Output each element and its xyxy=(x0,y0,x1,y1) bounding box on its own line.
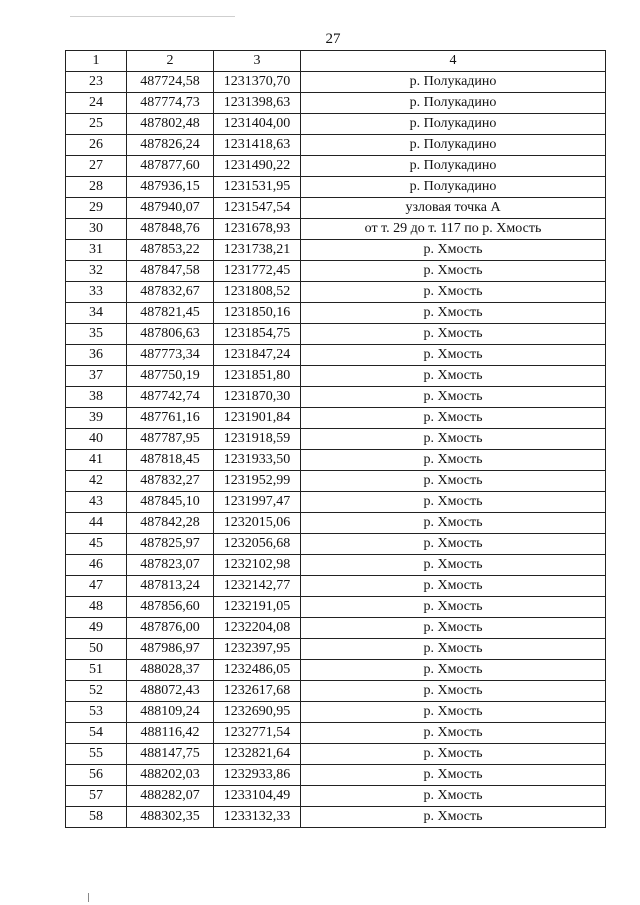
coordinates-table xyxy=(65,50,606,828)
y-coordinate-cell: 1231398,63 xyxy=(214,93,301,114)
x-coordinate-cell: 488147,75 xyxy=(127,744,214,765)
table-row xyxy=(66,723,606,744)
point-number-cell: 32 xyxy=(66,261,127,282)
x-coordinate-cell: 487724,58 xyxy=(127,72,214,93)
table-header-row xyxy=(66,51,606,72)
point-number-cell: 25 xyxy=(66,114,127,135)
y-coordinate-cell: 1232486,05 xyxy=(214,660,301,681)
y-coordinate-cell: 1231678,93 xyxy=(214,219,301,240)
table-row xyxy=(66,135,606,156)
point-number-cell: 29 xyxy=(66,198,127,219)
point-number-cell: 57 xyxy=(66,786,127,807)
description-cell: р. Хмость xyxy=(301,555,606,576)
point-number-cell: 44 xyxy=(66,513,127,534)
point-number-cell: 38 xyxy=(66,387,127,408)
description-cell: р. Хмость xyxy=(301,366,606,387)
x-coordinate-cell: 487877,60 xyxy=(127,156,214,177)
table-row xyxy=(66,345,606,366)
scan-artifact-tick xyxy=(88,893,89,902)
point-number-cell: 34 xyxy=(66,303,127,324)
x-coordinate-cell: 487826,24 xyxy=(127,135,214,156)
y-coordinate-cell: 1232191,05 xyxy=(214,597,301,618)
description-cell: р. Хмость xyxy=(301,282,606,303)
description-cell: р. Полукадино xyxy=(301,72,606,93)
y-coordinate-cell: 1231738,21 xyxy=(214,240,301,261)
table-row xyxy=(66,702,606,723)
description-cell: р. Хмость xyxy=(301,723,606,744)
description-cell: р. Хмость xyxy=(301,576,606,597)
point-number-cell: 47 xyxy=(66,576,127,597)
x-coordinate-cell: 487806,63 xyxy=(127,324,214,345)
description-cell: р. Хмость xyxy=(301,324,606,345)
point-number-cell: 26 xyxy=(66,135,127,156)
table-row xyxy=(66,177,606,198)
table-row xyxy=(66,366,606,387)
x-coordinate-cell: 487813,24 xyxy=(127,576,214,597)
table-row xyxy=(66,408,606,429)
description-cell: р. Хмость xyxy=(301,345,606,366)
description-cell: р. Хмость xyxy=(301,429,606,450)
y-coordinate-cell: 1231870,30 xyxy=(214,387,301,408)
table-row xyxy=(66,639,606,660)
table-row xyxy=(66,261,606,282)
x-coordinate-cell: 487847,58 xyxy=(127,261,214,282)
point-number-cell: 41 xyxy=(66,450,127,471)
description-cell: р. Хмость xyxy=(301,681,606,702)
y-coordinate-cell: 1231808,52 xyxy=(214,282,301,303)
table-row xyxy=(66,660,606,681)
table-row xyxy=(66,156,606,177)
table-row xyxy=(66,198,606,219)
description-cell: р. Полукадино xyxy=(301,93,606,114)
x-coordinate-cell: 487936,15 xyxy=(127,177,214,198)
table-row xyxy=(66,450,606,471)
point-number-cell: 55 xyxy=(66,744,127,765)
x-coordinate-cell: 487818,45 xyxy=(127,450,214,471)
description-cell: р. Полукадино xyxy=(301,135,606,156)
y-coordinate-cell: 1231547,54 xyxy=(214,198,301,219)
point-number-cell: 30 xyxy=(66,219,127,240)
table-row xyxy=(66,114,606,135)
description-cell: р. Хмость xyxy=(301,786,606,807)
description-cell: р. Хмость xyxy=(301,807,606,828)
x-coordinate-cell: 488202,03 xyxy=(127,765,214,786)
y-coordinate-cell: 1232771,54 xyxy=(214,723,301,744)
x-coordinate-cell: 488072,43 xyxy=(127,681,214,702)
y-coordinate-cell: 1232056,68 xyxy=(214,534,301,555)
point-number-cell: 42 xyxy=(66,471,127,492)
table-row xyxy=(66,807,606,828)
description-cell: р. Хмость xyxy=(301,702,606,723)
x-coordinate-cell: 487832,67 xyxy=(127,282,214,303)
x-coordinate-cell: 487842,28 xyxy=(127,513,214,534)
y-coordinate-cell: 1231531,95 xyxy=(214,177,301,198)
x-coordinate-cell: 487750,19 xyxy=(127,366,214,387)
y-coordinate-cell: 1232204,08 xyxy=(214,618,301,639)
x-coordinate-cell: 487853,22 xyxy=(127,240,214,261)
y-coordinate-cell: 1231997,47 xyxy=(214,492,301,513)
y-coordinate-cell: 1231851,80 xyxy=(214,366,301,387)
x-coordinate-cell: 487773,34 xyxy=(127,345,214,366)
y-coordinate-cell: 1233104,49 xyxy=(214,786,301,807)
table-row xyxy=(66,786,606,807)
table-row xyxy=(66,324,606,345)
y-coordinate-cell: 1232821,64 xyxy=(214,744,301,765)
y-coordinate-cell: 1232690,95 xyxy=(214,702,301,723)
point-number-cell: 50 xyxy=(66,639,127,660)
description-cell: р. Полукадино xyxy=(301,114,606,135)
y-coordinate-cell: 1232933,86 xyxy=(214,765,301,786)
table-row xyxy=(66,93,606,114)
y-coordinate-cell: 1231850,16 xyxy=(214,303,301,324)
table-row xyxy=(66,576,606,597)
description-cell: р. Хмость xyxy=(301,471,606,492)
x-coordinate-cell: 487940,07 xyxy=(127,198,214,219)
point-number-cell: 56 xyxy=(66,765,127,786)
table-row xyxy=(66,765,606,786)
x-coordinate-cell: 487832,27 xyxy=(127,471,214,492)
point-number-cell: 52 xyxy=(66,681,127,702)
point-number-cell: 31 xyxy=(66,240,127,261)
description-cell: р. Хмость xyxy=(301,765,606,786)
y-coordinate-cell: 1231772,45 xyxy=(214,261,301,282)
y-coordinate-cell: 1232102,98 xyxy=(214,555,301,576)
point-number-cell: 28 xyxy=(66,177,127,198)
y-coordinate-cell: 1231418,63 xyxy=(214,135,301,156)
x-coordinate-cell: 487856,60 xyxy=(127,597,214,618)
table-row xyxy=(66,240,606,261)
y-coordinate-cell: 1231370,70 xyxy=(214,72,301,93)
point-number-cell: 45 xyxy=(66,534,127,555)
y-coordinate-cell: 1231952,99 xyxy=(214,471,301,492)
x-coordinate-cell: 488302,35 xyxy=(127,807,214,828)
table-row xyxy=(66,429,606,450)
description-cell: от т. 29 до т. 117 по р. Хмость xyxy=(301,219,606,240)
x-coordinate-cell: 487761,16 xyxy=(127,408,214,429)
header-cell-x: 2 xyxy=(127,51,214,72)
x-coordinate-cell: 487774,73 xyxy=(127,93,214,114)
point-number-cell: 23 xyxy=(66,72,127,93)
description-cell: р. Хмость xyxy=(301,303,606,324)
description-cell: р. Хмость xyxy=(301,597,606,618)
y-coordinate-cell: 1231933,50 xyxy=(214,450,301,471)
header-cell-description: 4 xyxy=(301,51,606,72)
x-coordinate-cell: 487802,48 xyxy=(127,114,214,135)
x-coordinate-cell: 487787,95 xyxy=(127,429,214,450)
description-cell: р. Хмость xyxy=(301,618,606,639)
x-coordinate-cell: 487825,97 xyxy=(127,534,214,555)
y-coordinate-cell: 1232397,95 xyxy=(214,639,301,660)
table-row xyxy=(66,744,606,765)
description-cell: р. Хмость xyxy=(301,450,606,471)
y-coordinate-cell: 1232617,68 xyxy=(214,681,301,702)
y-coordinate-cell: 1231918,59 xyxy=(214,429,301,450)
description-cell: р. Хмость xyxy=(301,639,606,660)
point-number-cell: 51 xyxy=(66,660,127,681)
table-row xyxy=(66,72,606,93)
point-number-cell: 58 xyxy=(66,807,127,828)
header-cell-y: 3 xyxy=(214,51,301,72)
y-coordinate-cell: 1231404,00 xyxy=(214,114,301,135)
description-cell: р. Хмость xyxy=(301,492,606,513)
scan-artifact-line xyxy=(70,16,235,17)
table-row xyxy=(66,681,606,702)
table-row xyxy=(66,282,606,303)
description-cell: р. Хмость xyxy=(301,240,606,261)
point-number-cell: 53 xyxy=(66,702,127,723)
point-number-cell: 24 xyxy=(66,93,127,114)
table-row xyxy=(66,618,606,639)
x-coordinate-cell: 487742,74 xyxy=(127,387,214,408)
y-coordinate-cell: 1232142,77 xyxy=(214,576,301,597)
x-coordinate-cell: 487821,45 xyxy=(127,303,214,324)
y-coordinate-cell: 1231854,75 xyxy=(214,324,301,345)
point-number-cell: 43 xyxy=(66,492,127,513)
point-number-cell: 35 xyxy=(66,324,127,345)
point-number-cell: 39 xyxy=(66,408,127,429)
point-number-cell: 48 xyxy=(66,597,127,618)
table-row xyxy=(66,219,606,240)
table-row xyxy=(66,387,606,408)
table-body xyxy=(66,72,606,828)
y-coordinate-cell: 1231847,24 xyxy=(214,345,301,366)
x-coordinate-cell: 488109,24 xyxy=(127,702,214,723)
table-row xyxy=(66,492,606,513)
description-cell: р. Хмость xyxy=(301,408,606,429)
point-number-cell: 27 xyxy=(66,156,127,177)
point-number-cell: 36 xyxy=(66,345,127,366)
y-coordinate-cell: 1231490,22 xyxy=(214,156,301,177)
point-number-cell: 49 xyxy=(66,618,127,639)
x-coordinate-cell: 487848,76 xyxy=(127,219,214,240)
description-cell: р. Хмость xyxy=(301,513,606,534)
x-coordinate-cell: 487845,10 xyxy=(127,492,214,513)
x-coordinate-cell: 488028,37 xyxy=(127,660,214,681)
x-coordinate-cell: 487823,07 xyxy=(127,555,214,576)
description-cell: р. Хмость xyxy=(301,660,606,681)
y-coordinate-cell: 1233132,33 xyxy=(214,807,301,828)
table-row xyxy=(66,597,606,618)
description-cell: р. Хмость xyxy=(301,387,606,408)
description-cell: р. Хмость xyxy=(301,261,606,282)
description-cell: р. Полукадино xyxy=(301,156,606,177)
x-coordinate-cell: 487876,00 xyxy=(127,618,214,639)
x-coordinate-cell: 488282,07 xyxy=(127,786,214,807)
description-cell: р. Хмость xyxy=(301,534,606,555)
x-coordinate-cell: 488116,42 xyxy=(127,723,214,744)
header-cell-point-number: 1 xyxy=(66,51,127,72)
y-coordinate-cell: 1231901,84 xyxy=(214,408,301,429)
table-row xyxy=(66,303,606,324)
description-cell: узловая точка А xyxy=(301,198,606,219)
point-number-cell: 46 xyxy=(66,555,127,576)
point-number-cell: 33 xyxy=(66,282,127,303)
table-row xyxy=(66,513,606,534)
description-cell: р. Полукадино xyxy=(301,177,606,198)
point-number-cell: 54 xyxy=(66,723,127,744)
table-row xyxy=(66,555,606,576)
page-number: 27 xyxy=(325,31,341,47)
point-number-cell: 40 xyxy=(66,429,127,450)
x-coordinate-cell: 487986,97 xyxy=(127,639,214,660)
table-row xyxy=(66,534,606,555)
table-row xyxy=(66,471,606,492)
y-coordinate-cell: 1232015,06 xyxy=(214,513,301,534)
description-cell: р. Хмость xyxy=(301,744,606,765)
point-number-cell: 37 xyxy=(66,366,127,387)
